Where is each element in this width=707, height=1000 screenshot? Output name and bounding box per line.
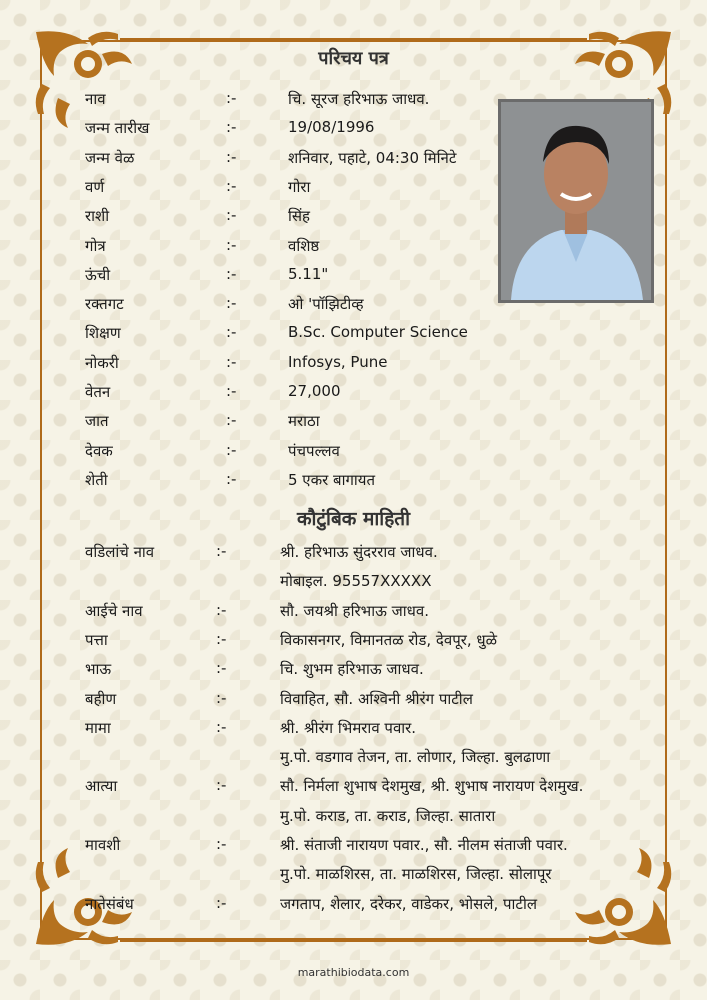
family-value: सौ. निर्मला शुभाष देशमुख, श्री. शुभाष नारायण देशमुख. [280,777,584,796]
family-value: चि. शुभम हरिभाऊ जाधव. [280,660,424,679]
detail-value: वशिष्ठ [288,236,320,255]
family-label: भाऊ [85,660,112,679]
detail-separator: :- [226,469,237,488]
detail-label: नाव [85,90,106,108]
detail-value: 5 एकर बागायत [288,470,376,489]
detail-label: राशी [85,207,110,226]
detail-value: 27,000 [288,382,341,400]
family-value: मोबाइल. 95557XXXXX [280,572,432,591]
detail-separator: :- [226,323,237,342]
detail-value: B.Sc. Computer Science [288,323,468,342]
frame-top-rule [120,38,587,41]
family-label: नातेसंबंध [85,894,134,913]
detail-value: ओ 'पॉझिटीव्ह [288,295,364,314]
detail-separator: :- [226,235,237,254]
family-label: आईचे नाव [85,601,143,620]
family-separator: :- [216,688,227,707]
family-value: विवाहित, सौ. अश्विनी श्रीरंग पाटील [280,689,473,708]
detail-label: रक्तगट [85,295,124,314]
family-label: मावशी [85,836,121,854]
corner-ornament-icon [569,842,679,952]
detail-label: शिक्षण [85,324,121,343]
family-value: सौ. जयश्री हरिभाऊ जाधव. [280,601,429,620]
family-label: वडिलांचे नाव [85,543,155,561]
detail-value: 5.11" [288,264,329,283]
detail-label: नोकरी [85,353,119,372]
family-value: मु.पो. माळशिरस, ता. माळशिरस, जिल्हा. सोलापूर [280,865,552,884]
family-separator: :- [216,542,227,560]
frame-bottom-rule [120,939,587,942]
detail-separator: :- [226,89,237,107]
detail-value: सिंह [288,207,310,226]
detail-separator: :- [226,206,237,225]
family-separator: :- [216,629,227,648]
detail-value: Infosys, Pune [288,352,388,371]
footer-website: marathibiodata.com [297,966,410,979]
detail-value: पंचपल्लव [288,441,340,460]
family-value: विकासनगर, विमानतळ रोड, देवपूर, धुळे [280,630,498,649]
family-separator: :- [216,893,227,912]
detail-separator: :- [226,411,237,430]
detail-separator: :- [226,382,237,400]
detail-label: जात [85,412,109,431]
detail-value: गोरा [288,177,311,196]
family-value: मु.पो. कराड, ता. कराड, जिल्हा. सातारा [280,806,496,825]
family-label: मामा [85,718,111,737]
page-title: परिचय पत्र [318,48,389,69]
detail-value: शनिवार, पहाटे, 04:30 मिनिटे [288,148,457,167]
family-separator: :- [216,835,227,853]
family-value: मु.पो. वडगाव तेजन, ता. लोणार, जिल्हा. बुलढाणा [280,748,551,767]
detail-label: वेतन [85,383,111,401]
family-separator: :- [216,600,227,619]
detail-value: मराठा [288,412,320,431]
detail-separator: :- [226,294,237,313]
detail-label: ऊंची [85,265,111,284]
person-photo-icon [501,102,651,300]
profile-photo [498,99,654,303]
family-value: श्री. श्रीरंग भिमराव पवार. [280,718,417,737]
family-label: पत्ता [85,630,108,649]
detail-separator: :- [226,352,237,371]
family-separator: :- [216,776,227,795]
detail-separator: :- [226,147,237,166]
detail-value: चि. सूरज हरिभाऊ जाधव. [288,90,430,108]
detail-label: गोत्र [85,236,106,255]
detail-label: जन्म तारीख [85,119,150,138]
family-value: जगताप, शेलार, दरेकर, वाडेकर, भोसले, पाटील [280,894,538,913]
detail-separator: :- [226,118,237,137]
family-label: बहीण [85,689,117,708]
detail-label: वर्ण [85,177,105,196]
family-value: श्री. संताजी नारायण पवार., सौ. नीलम संताजी पवार. [280,836,568,854]
detail-separator: :- [226,264,237,283]
detail-label: देवक [85,441,113,460]
family-section-title: कौटुंबिक माहिती [296,508,411,530]
detail-value: 19/08/1996 [288,118,375,137]
detail-label: शेती [85,470,108,489]
family-value: श्री. हरिभाऊ सुंदरराव जाधव. [280,543,438,561]
detail-label: जन्म वेळ [85,148,135,167]
detail-separator: :- [226,440,237,459]
family-separator: :- [216,717,227,736]
family-label: आत्या [85,777,118,796]
family-separator: :- [216,659,227,678]
detail-separator: :- [226,176,237,195]
